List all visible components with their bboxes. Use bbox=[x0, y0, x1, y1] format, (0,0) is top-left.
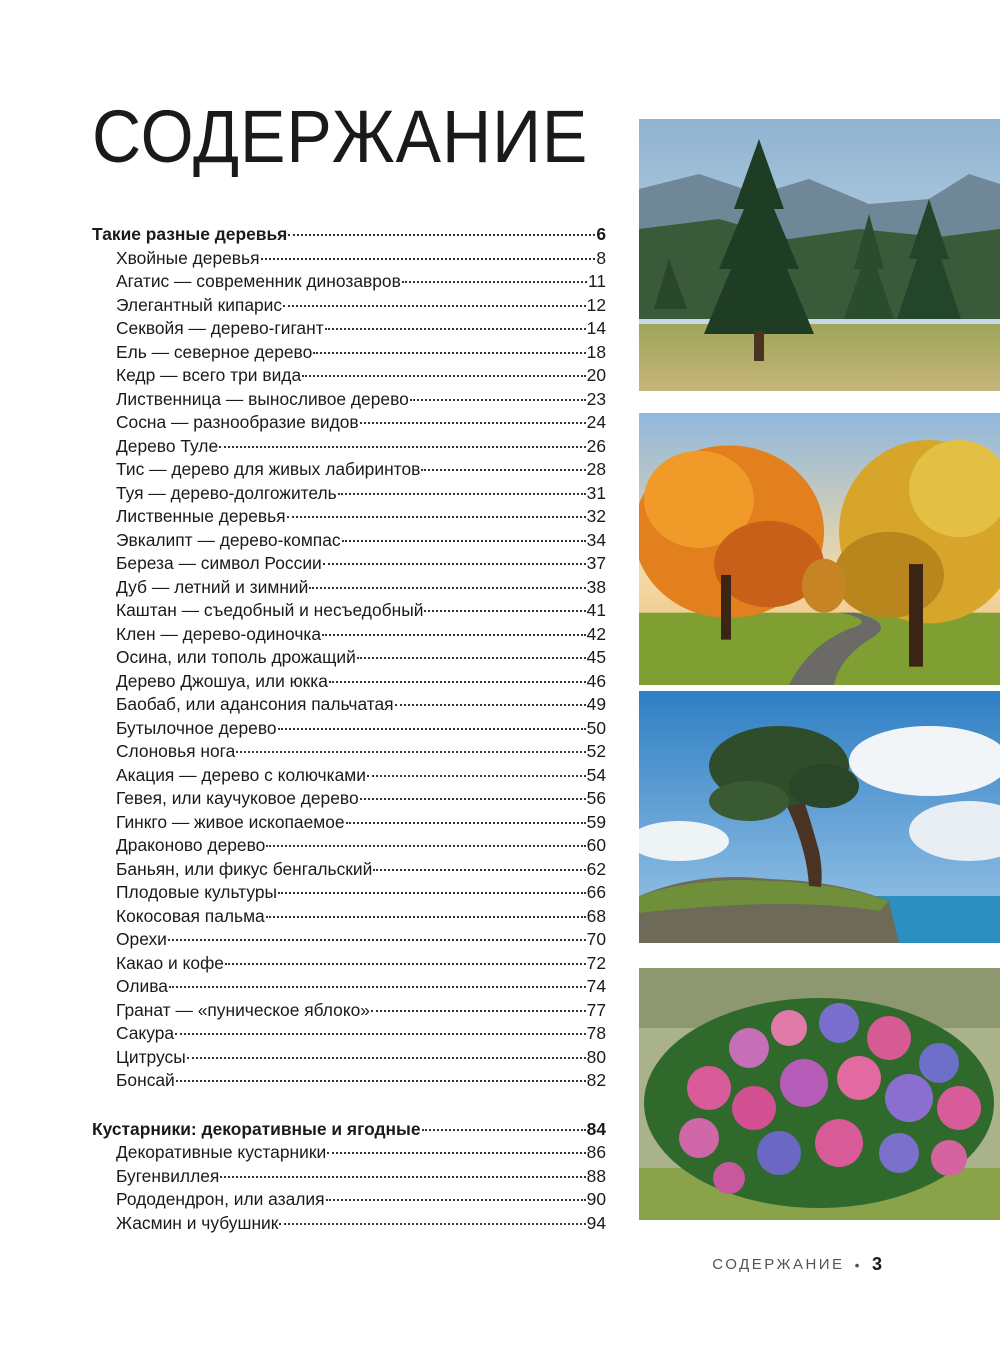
toc-entry[interactable] bbox=[92, 858, 606, 882]
toc-entry-title: Гевея, или каучуковое дерево bbox=[116, 788, 359, 808]
toc-leader-dots bbox=[360, 798, 586, 800]
toc-entry-page-number: 56 bbox=[586, 788, 606, 808]
toc-leader-dots bbox=[220, 1176, 585, 1178]
toc-entry-title: Гинкго — живое ископаемое bbox=[116, 811, 345, 832]
toc-entry[interactable] bbox=[92, 317, 606, 341]
toc-entry-page-number: 49 bbox=[586, 694, 606, 714]
toc-entry[interactable] bbox=[92, 811, 606, 835]
toc-entry-page-number: 31 bbox=[586, 482, 606, 503]
toc-leader-dots bbox=[410, 399, 586, 401]
toc-entry[interactable] bbox=[92, 1188, 606, 1212]
toc-entry-title: Баобаб, или адансония пальчатая bbox=[116, 694, 394, 714]
toc-entry-title: Каштан — съедобный и несъедобный bbox=[116, 600, 424, 620]
toc-entry[interactable] bbox=[92, 999, 606, 1023]
toc-entry[interactable] bbox=[92, 294, 606, 318]
toc-entry-title: Секвойя — дерево-гигант bbox=[116, 318, 324, 338]
toc-entry-title: Кустарники: декоративные и ягодные bbox=[92, 1118, 421, 1139]
toc-entry-page-number: 45 bbox=[586, 647, 606, 667]
toc-entry-title: Баньян, или фикус бенгальский bbox=[116, 858, 373, 879]
toc-section-entry[interactable] bbox=[92, 1118, 606, 1142]
toc-entry[interactable] bbox=[92, 341, 606, 365]
toc-entry-page-number: 84 bbox=[586, 1118, 606, 1139]
toc-entry-page-number: 88 bbox=[586, 1165, 606, 1186]
toc-entry-title: Акация — дерево с колючками bbox=[116, 764, 366, 785]
toc-entry[interactable] bbox=[92, 787, 606, 811]
toc-entry[interactable] bbox=[92, 740, 606, 764]
toc-entry[interactable] bbox=[92, 1141, 606, 1165]
toc-entry-page-number: 94 bbox=[586, 1212, 606, 1233]
toc-entry-page-number: 82 bbox=[586, 1070, 606, 1090]
toc-entry-title: Дуб — летний и зимний bbox=[116, 576, 309, 597]
toc-entry[interactable] bbox=[92, 1022, 606, 1046]
toc-leader-dots bbox=[175, 1033, 586, 1035]
toc-leader-dots bbox=[287, 516, 586, 518]
toc-leader-dots bbox=[278, 728, 586, 730]
toc-entry-title: Гранат — «пуническое яблоко» bbox=[116, 999, 370, 1020]
toc-entry[interactable] bbox=[92, 505, 606, 529]
toc-entry-page-number: 80 bbox=[586, 1046, 606, 1067]
toc-entry[interactable] bbox=[92, 834, 606, 858]
toc-entry-page-number: 6 bbox=[596, 224, 606, 244]
toc-leader-dots bbox=[236, 751, 585, 753]
toc-entry[interactable] bbox=[92, 1165, 606, 1189]
toc-entry-page-number: 90 bbox=[586, 1189, 606, 1209]
toc-entry[interactable] bbox=[92, 411, 606, 435]
toc-entry-title: Орехи bbox=[116, 929, 167, 949]
toc-entry[interactable] bbox=[92, 247, 606, 271]
toc-leader-dots bbox=[338, 493, 586, 495]
toc-entry-page-number: 68 bbox=[586, 905, 606, 926]
toc-entry-page-number: 54 bbox=[586, 764, 606, 785]
toc-leader-dots bbox=[326, 1199, 586, 1201]
toc-entry[interactable] bbox=[92, 693, 606, 717]
toc-entry-title: Слоновья нога bbox=[116, 741, 236, 761]
toc-entry-page-number: 62 bbox=[586, 858, 606, 879]
toc-entry-title: Дерево Джошуа, или юкка bbox=[116, 670, 328, 691]
toc-entry-page-number: 26 bbox=[586, 435, 606, 456]
toc-entry[interactable] bbox=[92, 552, 606, 576]
toc-leader-dots bbox=[327, 1152, 585, 1154]
toc-leader-dots bbox=[266, 845, 585, 847]
toc-leader-dots bbox=[421, 469, 585, 471]
toc-leader-dots bbox=[309, 587, 585, 589]
toc-entry-title: Туя — дерево-долгожитель bbox=[116, 482, 337, 503]
toc-entry-title: Ель — северное дерево bbox=[116, 341, 313, 362]
toc-entry-title: Цитрусы bbox=[116, 1046, 186, 1067]
toc-leader-dots bbox=[261, 258, 596, 260]
toc-section-gap bbox=[92, 1093, 606, 1118]
toc-entry[interactable] bbox=[92, 928, 606, 952]
toc-entry[interactable] bbox=[92, 364, 606, 388]
toc-entry-title: Драконово дерево bbox=[116, 835, 266, 855]
toc-entry-page-number: 24 bbox=[586, 412, 606, 432]
toc-entry-page-number: 12 bbox=[586, 294, 606, 315]
toc-leader-dots bbox=[278, 892, 586, 894]
toc-entry-page-number: 59 bbox=[586, 811, 606, 832]
toc-entry-title: Бонсай bbox=[116, 1070, 175, 1090]
toc-entry-page-number: 23 bbox=[586, 388, 606, 409]
toc-entry-title: Декоративные кустарники bbox=[116, 1142, 327, 1162]
toc-entry-title: Олива bbox=[116, 976, 168, 996]
toc-leader-dots bbox=[342, 540, 586, 542]
toc-leader-dots bbox=[329, 681, 586, 683]
toc-entry-title: Лиственница — выносливое дерево bbox=[116, 388, 409, 409]
toc-leader-dots bbox=[373, 869, 585, 871]
toc-entry-title: Клен — дерево-одиночка bbox=[116, 623, 322, 644]
toc-entry-page-number: 8 bbox=[596, 247, 606, 268]
table-of-contents bbox=[92, 223, 606, 1235]
photo-autumn-road bbox=[639, 413, 1000, 685]
toc-entry-title: Береза — символ России bbox=[116, 553, 322, 573]
toc-entry[interactable] bbox=[92, 270, 606, 294]
toc-entry[interactable] bbox=[92, 388, 606, 412]
toc-leader-dots bbox=[187, 1057, 586, 1059]
page-footer bbox=[712, 1254, 882, 1275]
toc-entry-page-number: 14 bbox=[586, 318, 606, 338]
toc-leader-dots bbox=[302, 375, 586, 377]
toc-entry[interactable] bbox=[92, 482, 606, 506]
toc-leader-dots bbox=[424, 610, 585, 612]
toc-leader-dots bbox=[279, 1223, 585, 1225]
toc-leader-dots bbox=[360, 422, 586, 424]
toc-entry[interactable] bbox=[92, 975, 606, 999]
toc-entry[interactable] bbox=[92, 881, 606, 905]
toc-entry[interactable] bbox=[92, 576, 606, 600]
toc-entry-page-number: 77 bbox=[586, 999, 606, 1020]
toc-entry-page-number: 42 bbox=[586, 623, 606, 644]
toc-entry-page-number: 20 bbox=[586, 365, 606, 385]
photo-hydrangea-bush bbox=[639, 968, 1000, 1220]
toc-leader-dots bbox=[168, 939, 586, 941]
toc-entry-title: Плодовые культуры bbox=[116, 882, 277, 902]
toc-leader-dots bbox=[322, 634, 586, 636]
toc-entry-title: Жасмин и чубушник bbox=[116, 1212, 279, 1233]
toc-entry-page-number: 38 bbox=[586, 576, 606, 597]
toc-entry-page-number: 66 bbox=[586, 882, 606, 902]
toc-leader-dots bbox=[176, 1080, 586, 1082]
toc-entry-page-number: 41 bbox=[586, 600, 606, 620]
toc-entry[interactable] bbox=[92, 1212, 606, 1236]
toc-entry-page-number: 46 bbox=[586, 670, 606, 691]
toc-leader-dots bbox=[288, 234, 595, 236]
toc-entry[interactable] bbox=[92, 529, 606, 553]
toc-entry-page-number: 50 bbox=[586, 717, 606, 738]
toc-entry-title: Сосна — разнообразие видов bbox=[116, 412, 359, 432]
toc-leader-dots bbox=[323, 563, 586, 565]
toc-entry-title: Тис — дерево для живых лабиринтов bbox=[116, 459, 421, 479]
toc-entry-title: Эвкалипт — дерево-компас bbox=[116, 529, 341, 550]
toc-entry-title: Лиственные деревья bbox=[116, 506, 286, 526]
toc-entry-page-number: 74 bbox=[586, 976, 606, 996]
toc-section-entry[interactable] bbox=[92, 223, 606, 247]
toc-entry[interactable] bbox=[92, 599, 606, 623]
toc-leader-dots bbox=[169, 986, 586, 988]
toc-leader-dots bbox=[357, 657, 586, 659]
photo-pine-by-sea bbox=[639, 691, 1000, 943]
toc-entry-page-number: 11 bbox=[587, 271, 606, 291]
toc-entry-title: Агатис — современник динозавров bbox=[116, 271, 401, 291]
toc-leader-dots bbox=[325, 328, 586, 330]
toc-entry-title: Элегантный кипарис bbox=[116, 294, 283, 315]
toc-entry[interactable] bbox=[92, 764, 606, 788]
toc-entry[interactable] bbox=[92, 905, 606, 929]
toc-leader-dots bbox=[346, 822, 586, 824]
toc-entry-page-number: 72 bbox=[586, 952, 606, 973]
toc-entry[interactable] bbox=[92, 646, 606, 670]
toc-entry-page-number: 86 bbox=[586, 1142, 606, 1162]
footer-bullet: • bbox=[854, 1256, 862, 1273]
toc-entry-title: Осина, или тополь дрожащий bbox=[116, 647, 356, 667]
toc-entry-title: Бутылочное дерево bbox=[116, 717, 277, 738]
toc-leader-dots bbox=[402, 281, 587, 283]
toc-leader-dots bbox=[422, 1129, 586, 1131]
photo-spruce-meadow bbox=[639, 119, 1000, 391]
toc-leader-dots bbox=[371, 1010, 586, 1012]
toc-entry-page-number: 60 bbox=[586, 835, 606, 855]
toc-entry-page-number: 28 bbox=[586, 459, 606, 479]
toc-entry-page-number: 52 bbox=[586, 741, 606, 761]
toc-entry-page-number: 78 bbox=[586, 1023, 606, 1043]
toc-entry-title: Дерево Туле bbox=[116, 435, 219, 456]
toc-entry-title: Бугенвиллея bbox=[116, 1165, 220, 1186]
toc-entry-title: Кокосовая пальма bbox=[116, 905, 265, 926]
toc-leader-dots bbox=[225, 963, 586, 965]
toc-leader-dots bbox=[266, 916, 586, 918]
toc-entry[interactable] bbox=[92, 435, 606, 459]
toc-entry-title: Сакура bbox=[116, 1023, 175, 1043]
toc-entry-title: Рододендрон, или азалия bbox=[116, 1189, 325, 1209]
toc-entry-page-number: 32 bbox=[586, 506, 606, 526]
toc-entry-page-number: 18 bbox=[586, 341, 606, 362]
toc-entry-page-number: 34 bbox=[586, 529, 606, 550]
toc-entry-title: Кедр — всего три вида bbox=[116, 365, 302, 385]
toc-entry-title: Хвойные деревья bbox=[116, 247, 260, 268]
toc-leader-dots bbox=[367, 775, 586, 777]
toc-leader-dots bbox=[219, 446, 586, 448]
toc-entry-page-number: 37 bbox=[586, 553, 606, 573]
toc-leader-dots bbox=[395, 704, 586, 706]
toc-entry[interactable] bbox=[92, 1046, 606, 1070]
toc-entry-title: Какао и кофе bbox=[116, 952, 224, 973]
toc-entry[interactable] bbox=[92, 623, 606, 647]
footer-section-label: СОДЕРЖАНИЕ bbox=[712, 1256, 845, 1273]
toc-entry[interactable] bbox=[92, 952, 606, 976]
page-number: 3 bbox=[871, 1254, 882, 1274]
toc-entry[interactable] bbox=[92, 717, 606, 741]
toc-leader-dots bbox=[313, 352, 585, 354]
toc-entry[interactable] bbox=[92, 458, 606, 482]
page-title: СОДЕРЖАНИЕ bbox=[92, 95, 589, 178]
toc-entry-page-number: 70 bbox=[586, 929, 606, 949]
toc-leader-dots bbox=[283, 305, 586, 307]
toc-entry[interactable] bbox=[92, 670, 606, 694]
toc-entry[interactable] bbox=[92, 1069, 606, 1093]
toc-entry-title: Такие разные деревья bbox=[92, 224, 288, 244]
